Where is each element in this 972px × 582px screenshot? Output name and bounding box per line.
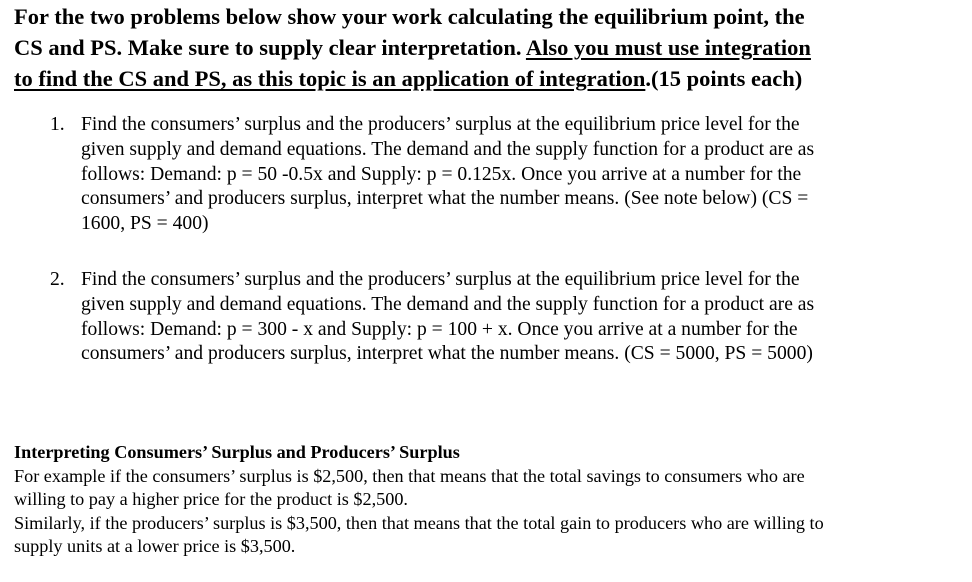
note-line: For example if the consumers’ surplus is $2,500, then that means that the total savings to consumers who are: [14, 465, 805, 486]
problem-line: given supply and demand equations. The demand and the supply function for a product are as: [81, 293, 815, 315]
heading-underlined-text-1: Also you must use integration: [525, 35, 811, 60]
note-line: Similarly, if the producers’ surplus is $3,500, then that means that the total gain to producers who are willing to: [14, 512, 824, 533]
problem-line: consumers’ and producers surplus, interpret what the number means. (See note below) (CS =: [81, 188, 809, 210]
problem-line: follows: Demand: p = 300 - x and Supply: p = 100 + x. Once you arrive at a number for the: [81, 318, 798, 340]
problem-number: 1.: [50, 114, 65, 135]
problem-line: Find the consumers’ surplus and the producers’ surplus at the equilibrium price level for the: [81, 114, 800, 135]
instructions-heading: [14, 1, 959, 94]
problem-line: 1600, PS = 400): [81, 213, 209, 235]
problem-text: [81, 113, 951, 237]
problem-line: Find the consumers’ surplus and the producers’ surplus at the equilibrium price level for the: [81, 269, 800, 290]
problem-line: consumers’ and producers surplus, interpret what the number means. (CS = 5000, PS = 5000): [81, 343, 813, 365]
heading-underlined-text-2: to find the CS and PS, as this topic is an application of integration: [14, 66, 646, 91]
interpretation-note: [14, 441, 959, 559]
heading-line-2: [14, 32, 959, 63]
note-line: willing to pay a higher price for the product is $2,500.: [14, 489, 408, 510]
problem-line: follows: Demand: p = 50 -0.5x and Supply: p = 0.125x. Once you arrive at a number for the: [81, 163, 802, 185]
problem-line: given supply and demand equations. The demand and the supply function for a product are as: [81, 138, 815, 160]
note-line: supply units at a lower price is $3,500.: [14, 536, 296, 557]
heading-line-1: For the two problems below show your work calculating the equilibrium point, the: [14, 4, 805, 29]
heading-line-3-text: .(15 points each): [645, 66, 803, 91]
problem-number: 2.: [50, 269, 65, 290]
problem-text: [81, 268, 951, 367]
heading-line-2-text: CS and PS. Make sure to supply clear interpretation.: [14, 35, 526, 60]
problem-1: [50, 113, 950, 243]
heading-line-3: [14, 63, 959, 94]
problem-2: [50, 268, 950, 378]
note-title: Interpreting Consumers’ Surplus and Producers’ Surplus: [14, 442, 460, 462]
